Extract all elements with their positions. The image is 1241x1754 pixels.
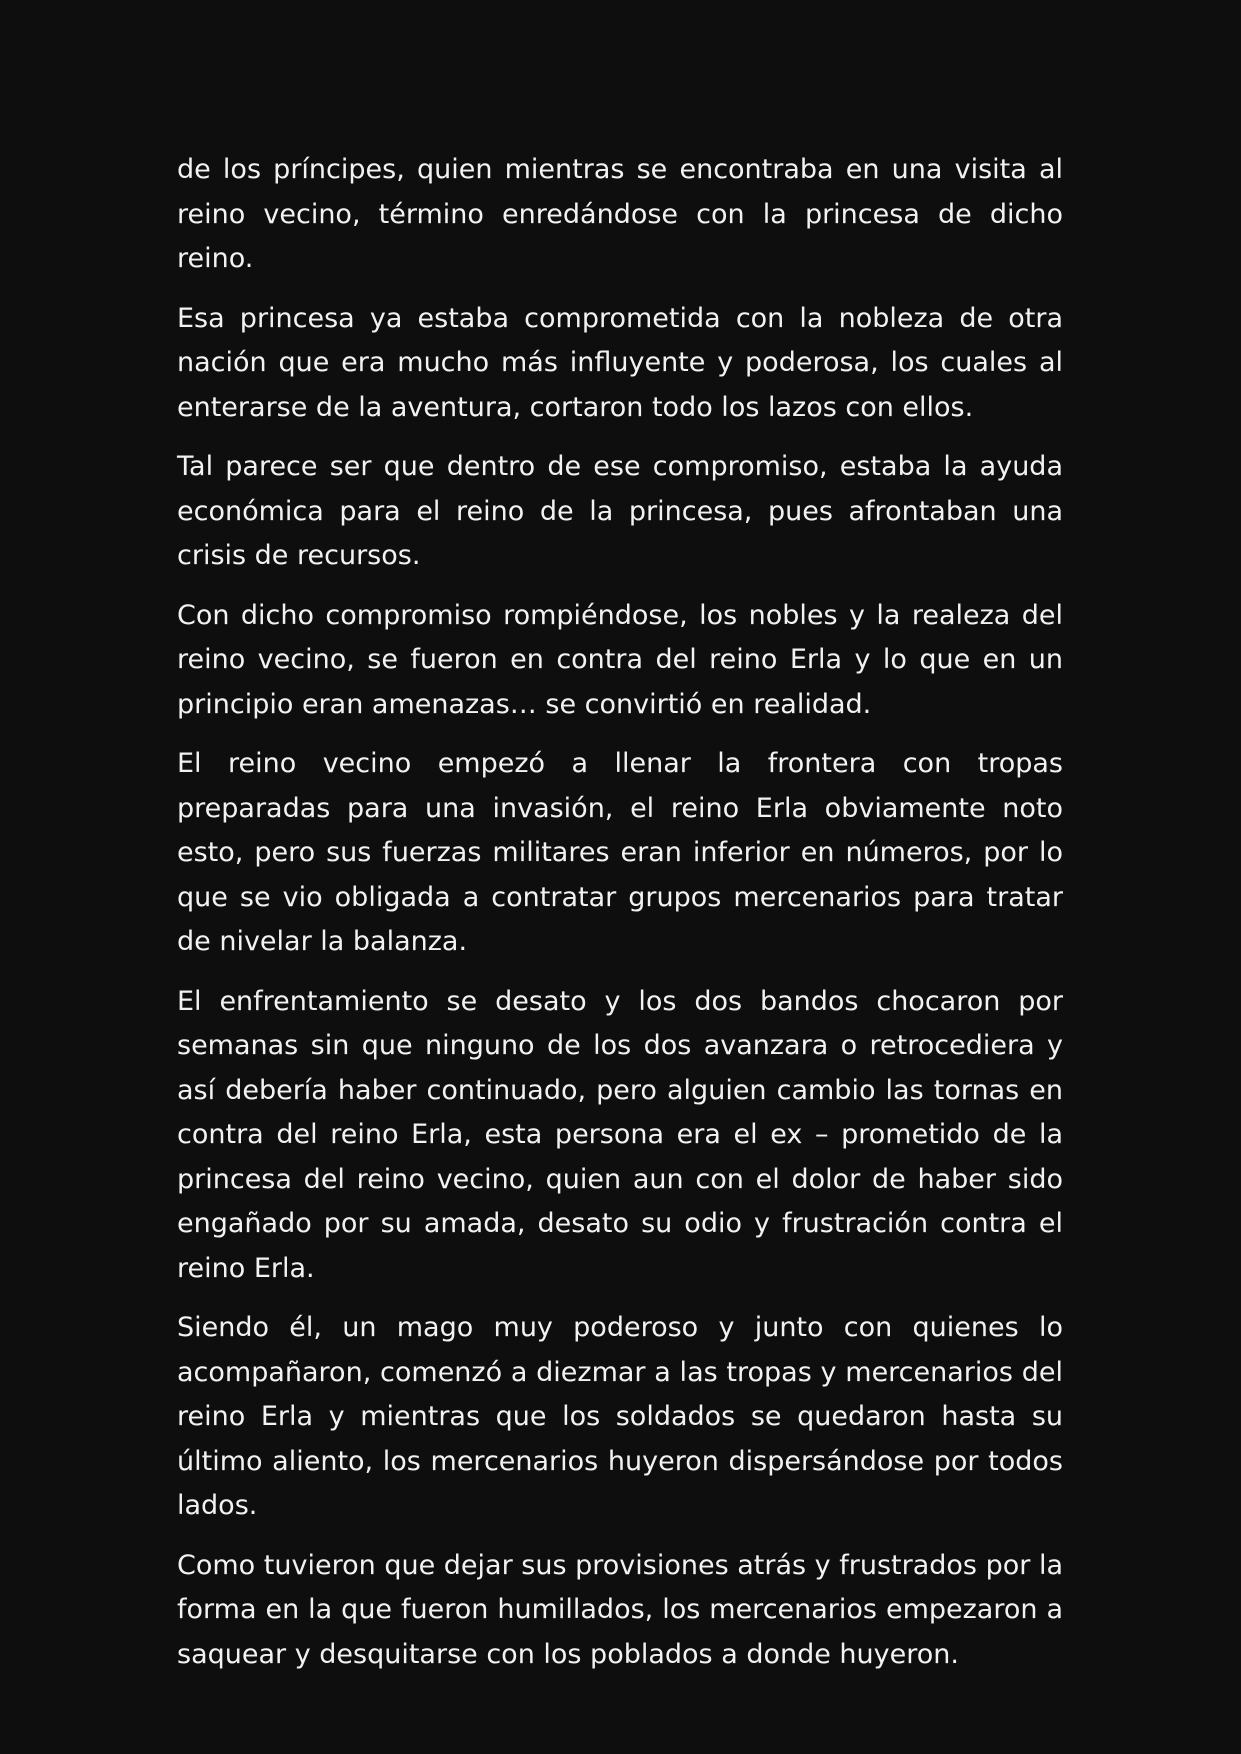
body-text (177, 148, 1063, 1677)
paragraph-3: Tal parece ser que dentro de ese compromiso, estaba la ayuda económica para el reino de la princesa, pues afrontaban una crisis de recursos. (177, 451, 1063, 571)
paragraph-6: El enfrentamiento se desato y los dos bandos chocaron por semanas sin que ninguno de los dos avanzara o retrocediera y así debería haber continuado, pero alguien cambio las tornas en contra del reino Erla, esta persona era el ex – prometido de la princesa del reino vecino, quien aun con el dolor de haber sido engañado por su amada, desato su odio y frustración contra el reino Erla. (177, 985, 1063, 1284)
paragraph-2: Esa princesa ya estaba comprometida con la nobleza de otra nación que era mucho más influyente y poderosa, los cuales al enterarse de la aventura, cortaron todo los lazos con ellos. (177, 302, 1063, 423)
paragraph-7: Siendo él, un mago muy poderoso y junto con quienes lo acompañaron, comenzó a diezmar a las tropas y mercenarios del reino Erla y mientras que los soldados se quedaron hasta su último aliento, los mercenarios huyeron dispersándose por todos lados. (177, 1312, 1063, 1521)
paragraph-4: Con dicho compromiso rompiéndose, los nobles y la realeza del reino vecino, se fueron en contra del reino Erla y lo que en un principio eran amenazas… se convirtió en realidad. (177, 599, 1063, 720)
paragraph-1: de los príncipes, quien mientras se encontraba en una visita al reino vecino, término enredándose con la princesa de dicho reino. (177, 154, 1063, 274)
paragraph-8: Como tuvieron que dejar sus provisiones atrás y frustrados por la forma en la que fueron humillados, los mercenarios empezaron a saquear y desquitarse con los poblados a donde huyeron. (177, 1549, 1063, 1670)
paragraph-5: El reino vecino empezó a llenar la frontera con tropas preparadas para una invasión, el reino Erla obviamente noto esto, pero sus fuerzas militares eran inferior en números, por lo que se vio obligada a contratar grupos mercenarios para tratar de nivelar la balanza. (177, 748, 1063, 957)
